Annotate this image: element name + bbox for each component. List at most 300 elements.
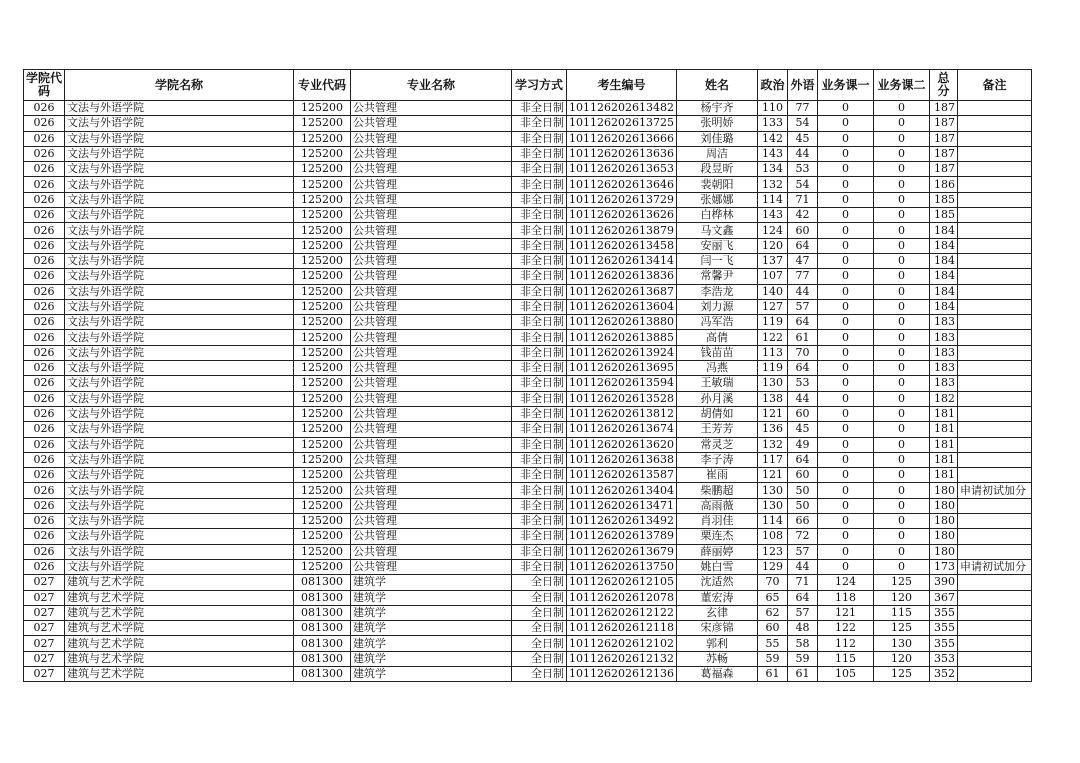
cell-subject-2: 0 xyxy=(873,315,929,330)
cell-politics: 108 xyxy=(757,529,787,544)
cell-major-code: 125200 xyxy=(294,223,351,238)
cell-foreign-language: 57 xyxy=(787,605,817,620)
cell-college-code: 026 xyxy=(24,253,65,268)
cell-major-code: 125200 xyxy=(294,162,351,177)
cell-subject-1: 0 xyxy=(817,330,873,345)
cell-foreign-language: 59 xyxy=(787,651,817,666)
cell-college-name: 文法与外语学院 xyxy=(65,406,294,421)
cell-subject-2: 0 xyxy=(873,101,929,116)
header-politics: 政治 xyxy=(757,70,787,101)
cell-subject-2: 0 xyxy=(873,162,929,177)
cell-subject-2: 0 xyxy=(873,559,929,574)
table-row xyxy=(24,116,1032,131)
cell-foreign-language: 53 xyxy=(787,162,817,177)
cell-college-code: 026 xyxy=(24,177,65,192)
cell-total: 355 xyxy=(929,605,957,620)
cell-subject-1: 0 xyxy=(817,223,873,238)
header-subject-1: 业务课一 xyxy=(817,70,873,101)
cell-college-name: 文法与外语学院 xyxy=(65,146,294,161)
table-row xyxy=(24,452,1032,467)
cell-major-name: 公共管理 xyxy=(351,162,512,177)
cell-college-name: 文法与外语学院 xyxy=(65,223,294,238)
cell-subject-1: 122 xyxy=(817,621,873,636)
cell-major-code: 125200 xyxy=(294,452,351,467)
cell-college-code: 026 xyxy=(24,315,65,330)
cell-major-code: 081300 xyxy=(294,651,351,666)
cell-remarks xyxy=(957,269,1031,284)
cell-politics: 137 xyxy=(757,253,787,268)
cell-subject-1: 0 xyxy=(817,452,873,467)
cell-total: 181 xyxy=(929,422,957,437)
cell-subject-2: 0 xyxy=(873,284,929,299)
cell-name: 苏畅 xyxy=(676,651,757,666)
cell-college-code: 026 xyxy=(24,269,65,284)
table-row xyxy=(24,468,1032,483)
cell-major-name: 公共管理 xyxy=(351,529,512,544)
cell-remarks xyxy=(957,529,1031,544)
cell-candidate-id: 101126202613812 xyxy=(567,406,677,421)
cell-candidate-id: 101126202613879 xyxy=(567,223,677,238)
cell-subject-2: 120 xyxy=(873,651,929,666)
cell-foreign-language: 54 xyxy=(787,177,817,192)
cell-name: 闫一飞 xyxy=(676,253,757,268)
cell-candidate-id: 101126202612118 xyxy=(567,621,677,636)
cell-foreign-language: 71 xyxy=(787,192,817,207)
cell-candidate-id: 101126202613653 xyxy=(567,162,677,177)
header-major-code: 专业代码 xyxy=(294,70,351,101)
cell-major-name: 公共管理 xyxy=(351,208,512,223)
cell-college-code: 027 xyxy=(24,651,65,666)
cell-total: 184 xyxy=(929,269,957,284)
cell-name: 张明娇 xyxy=(676,116,757,131)
cell-total: 187 xyxy=(929,131,957,146)
cell-name: 杨宇齐 xyxy=(676,101,757,116)
cell-subject-1: 0 xyxy=(817,238,873,253)
cell-remarks: 申请初试加分 xyxy=(957,483,1031,498)
cell-subject-1: 0 xyxy=(817,146,873,161)
cell-college-code: 026 xyxy=(24,422,65,437)
cell-college-name: 建筑与艺术学院 xyxy=(65,666,294,681)
cell-study-mode: 全日制 xyxy=(512,651,567,666)
table-body xyxy=(24,101,1032,682)
cell-major-name: 建筑学 xyxy=(351,621,512,636)
cell-subject-1: 0 xyxy=(817,284,873,299)
cell-politics: 127 xyxy=(757,299,787,314)
cell-subject-2: 0 xyxy=(873,116,929,131)
cell-politics: 70 xyxy=(757,575,787,590)
cell-candidate-id: 101126202613482 xyxy=(567,101,677,116)
cell-college-code: 026 xyxy=(24,452,65,467)
cell-major-name: 公共管理 xyxy=(351,361,512,376)
cell-study-mode: 非全日制 xyxy=(512,406,567,421)
cell-remarks: 申请初试加分 xyxy=(957,559,1031,574)
cell-subject-2: 0 xyxy=(873,345,929,360)
cell-name: 裴朝阳 xyxy=(676,177,757,192)
table-row xyxy=(24,146,1032,161)
cell-subject-2: 0 xyxy=(873,361,929,376)
cell-foreign-language: 48 xyxy=(787,621,817,636)
cell-subject-2: 130 xyxy=(873,636,929,651)
table-row xyxy=(24,391,1032,406)
cell-major-name: 公共管理 xyxy=(351,483,512,498)
cell-major-code: 125200 xyxy=(294,269,351,284)
cell-name: 冯燕 xyxy=(676,361,757,376)
cell-subject-2: 120 xyxy=(873,590,929,605)
cell-subject-2: 0 xyxy=(873,422,929,437)
table-row xyxy=(24,315,1032,330)
cell-subject-1: 0 xyxy=(817,483,873,498)
cell-subject-1: 0 xyxy=(817,101,873,116)
cell-foreign-language: 70 xyxy=(787,345,817,360)
cell-major-name: 公共管理 xyxy=(351,101,512,116)
cell-total: 355 xyxy=(929,621,957,636)
cell-remarks xyxy=(957,468,1031,483)
cell-college-code: 026 xyxy=(24,345,65,360)
cell-total: 353 xyxy=(929,651,957,666)
cell-college-code: 026 xyxy=(24,208,65,223)
cell-major-name: 建筑学 xyxy=(351,666,512,681)
cell-foreign-language: 44 xyxy=(787,146,817,161)
cell-college-code: 026 xyxy=(24,223,65,238)
cell-subject-1: 0 xyxy=(817,208,873,223)
cell-foreign-language: 57 xyxy=(787,544,817,559)
cell-total: 180 xyxy=(929,544,957,559)
cell-study-mode: 非全日制 xyxy=(512,529,567,544)
cell-foreign-language: 77 xyxy=(787,101,817,116)
cell-total: 181 xyxy=(929,468,957,483)
cell-candidate-id: 101126202612105 xyxy=(567,575,677,590)
cell-remarks xyxy=(957,162,1031,177)
table-row xyxy=(24,529,1032,544)
cell-remarks xyxy=(957,116,1031,131)
cell-remarks xyxy=(957,208,1031,223)
cell-major-code: 125200 xyxy=(294,468,351,483)
cell-major-name: 公共管理 xyxy=(351,345,512,360)
table-row xyxy=(24,376,1032,391)
cell-major-code: 125200 xyxy=(294,116,351,131)
cell-major-code: 125200 xyxy=(294,299,351,314)
cell-candidate-id: 101126202613626 xyxy=(567,208,677,223)
cell-major-code: 125200 xyxy=(294,131,351,146)
cell-subject-1: 121 xyxy=(817,605,873,620)
cell-major-code: 125200 xyxy=(294,284,351,299)
table-row xyxy=(24,269,1032,284)
cell-college-name: 文法与外语学院 xyxy=(65,208,294,223)
cell-college-name: 建筑与艺术学院 xyxy=(65,590,294,605)
cell-candidate-id: 101126202613636 xyxy=(567,146,677,161)
cell-college-code: 026 xyxy=(24,468,65,483)
cell-name: 冯军浩 xyxy=(676,315,757,330)
cell-politics: 134 xyxy=(757,162,787,177)
cell-candidate-id: 101126202613638 xyxy=(567,452,677,467)
cell-candidate-id: 101126202612136 xyxy=(567,666,677,681)
header-foreign-language: 外语 xyxy=(787,70,817,101)
cell-remarks xyxy=(957,223,1031,238)
cell-candidate-id: 101126202613924 xyxy=(567,345,677,360)
cell-major-name: 公共管理 xyxy=(351,192,512,207)
cell-foreign-language: 64 xyxy=(787,315,817,330)
cell-study-mode: 非全日制 xyxy=(512,422,567,437)
cell-candidate-id: 101126202612102 xyxy=(567,636,677,651)
cell-study-mode: 非全日制 xyxy=(512,269,567,284)
cell-major-code: 125200 xyxy=(294,192,351,207)
cell-college-name: 文法与外语学院 xyxy=(65,253,294,268)
cell-study-mode: 非全日制 xyxy=(512,146,567,161)
cell-politics: 59 xyxy=(757,651,787,666)
cell-major-name: 建筑学 xyxy=(351,605,512,620)
cell-major-name: 建筑学 xyxy=(351,590,512,605)
cell-remarks xyxy=(957,406,1031,421)
cell-college-code: 026 xyxy=(24,284,65,299)
cell-politics: 143 xyxy=(757,208,787,223)
cell-study-mode: 非全日制 xyxy=(512,498,567,513)
header-major-name: 专业名称 xyxy=(351,70,512,101)
header-study-mode: 学习方式 xyxy=(512,70,567,101)
cell-name: 孙月溪 xyxy=(676,391,757,406)
cell-politics: 65 xyxy=(757,590,787,605)
cell-subject-2: 0 xyxy=(873,452,929,467)
cell-subject-1: 0 xyxy=(817,361,873,376)
cell-politics: 55 xyxy=(757,636,787,651)
cell-study-mode: 全日制 xyxy=(512,575,567,590)
cell-remarks xyxy=(957,238,1031,253)
cell-college-code: 026 xyxy=(24,101,65,116)
cell-subject-2: 0 xyxy=(873,299,929,314)
cell-candidate-id: 101126202613646 xyxy=(567,177,677,192)
cell-major-code: 081300 xyxy=(294,575,351,590)
cell-subject-2: 115 xyxy=(873,605,929,620)
cell-politics: 130 xyxy=(757,376,787,391)
cell-subject-2: 0 xyxy=(873,437,929,452)
cell-total: 181 xyxy=(929,406,957,421)
cell-major-name: 公共管理 xyxy=(351,223,512,238)
cell-politics: 119 xyxy=(757,361,787,376)
cell-candidate-id: 101126202613725 xyxy=(567,116,677,131)
cell-subject-2: 0 xyxy=(873,269,929,284)
cell-subject-1: 0 xyxy=(817,253,873,268)
cell-name: 郭利 xyxy=(676,636,757,651)
cell-foreign-language: 57 xyxy=(787,299,817,314)
cell-total: 390 xyxy=(929,575,957,590)
cell-candidate-id: 101126202613404 xyxy=(567,483,677,498)
cell-study-mode: 非全日制 xyxy=(512,208,567,223)
table-row xyxy=(24,605,1032,620)
cell-foreign-language: 64 xyxy=(787,361,817,376)
cell-total: 183 xyxy=(929,330,957,345)
cell-candidate-id: 101126202613458 xyxy=(567,238,677,253)
cell-candidate-id: 101126202613594 xyxy=(567,376,677,391)
cell-subject-1: 0 xyxy=(817,131,873,146)
cell-remarks xyxy=(957,146,1031,161)
cell-major-code: 125200 xyxy=(294,422,351,437)
cell-foreign-language: 64 xyxy=(787,452,817,467)
cell-politics: 133 xyxy=(757,116,787,131)
cell-candidate-id: 101126202613620 xyxy=(567,437,677,452)
cell-name: 柴鹏超 xyxy=(676,483,757,498)
table-row xyxy=(24,544,1032,559)
cell-total: 173 xyxy=(929,559,957,574)
cell-study-mode: 非全日制 xyxy=(512,483,567,498)
cell-major-code: 081300 xyxy=(294,605,351,620)
cell-subject-1: 124 xyxy=(817,575,873,590)
cell-politics: 143 xyxy=(757,146,787,161)
cell-major-code: 125200 xyxy=(294,101,351,116)
cell-subject-2: 0 xyxy=(873,238,929,253)
cell-foreign-language: 50 xyxy=(787,498,817,513)
cell-name: 白桦林 xyxy=(676,208,757,223)
cell-subject-1: 118 xyxy=(817,590,873,605)
cell-college-code: 026 xyxy=(24,483,65,498)
table-row xyxy=(24,299,1032,314)
cell-college-name: 文法与外语学院 xyxy=(65,116,294,131)
header-candidate-id: 考生编号 xyxy=(567,70,677,101)
cell-foreign-language: 49 xyxy=(787,437,817,452)
cell-subject-2: 0 xyxy=(873,131,929,146)
cell-college-code: 026 xyxy=(24,131,65,146)
cell-major-name: 公共管理 xyxy=(351,406,512,421)
score-table xyxy=(23,69,1032,682)
cell-major-name: 公共管理 xyxy=(351,544,512,559)
cell-remarks xyxy=(957,651,1031,666)
cell-subject-1: 0 xyxy=(817,177,873,192)
cell-remarks xyxy=(957,452,1031,467)
cell-total: 187 xyxy=(929,162,957,177)
cell-subject-2: 0 xyxy=(873,177,929,192)
cell-foreign-language: 71 xyxy=(787,575,817,590)
header-college-code: 学院代码 xyxy=(24,70,65,101)
cell-name: 常馨尹 xyxy=(676,269,757,284)
cell-study-mode: 非全日制 xyxy=(512,131,567,146)
cell-name: 刘佳璐 xyxy=(676,131,757,146)
cell-major-code: 125200 xyxy=(294,514,351,529)
cell-foreign-language: 47 xyxy=(787,253,817,268)
cell-college-name: 文法与外语学院 xyxy=(65,330,294,345)
cell-major-name: 建筑学 xyxy=(351,575,512,590)
cell-college-code: 026 xyxy=(24,162,65,177)
cell-name: 董宏涛 xyxy=(676,590,757,605)
cell-college-code: 026 xyxy=(24,514,65,529)
cell-college-name: 文法与外语学院 xyxy=(65,177,294,192)
cell-college-code: 027 xyxy=(24,575,65,590)
cell-name: 刘力源 xyxy=(676,299,757,314)
cell-study-mode: 非全日制 xyxy=(512,544,567,559)
cell-subject-1: 0 xyxy=(817,299,873,314)
cell-foreign-language: 64 xyxy=(787,590,817,605)
cell-name: 姚白雪 xyxy=(676,559,757,574)
cell-candidate-id: 101126202613471 xyxy=(567,498,677,513)
cell-college-name: 建筑与艺术学院 xyxy=(65,605,294,620)
cell-total: 183 xyxy=(929,345,957,360)
cell-major-name: 公共管理 xyxy=(351,376,512,391)
cell-candidate-id: 101126202613880 xyxy=(567,315,677,330)
table-row xyxy=(24,284,1032,299)
table-row xyxy=(24,636,1032,651)
table-row xyxy=(24,514,1032,529)
cell-subject-1: 0 xyxy=(817,529,873,544)
table-row xyxy=(24,253,1032,268)
cell-foreign-language: 66 xyxy=(787,514,817,529)
cell-politics: 123 xyxy=(757,544,787,559)
cell-college-name: 文法与外语学院 xyxy=(65,299,294,314)
table-row xyxy=(24,177,1032,192)
cell-college-code: 026 xyxy=(24,238,65,253)
cell-remarks xyxy=(957,590,1031,605)
table-row xyxy=(24,483,1032,498)
cell-subject-2: 0 xyxy=(873,468,929,483)
cell-major-code: 125200 xyxy=(294,529,351,544)
cell-name: 马文鑫 xyxy=(676,223,757,238)
cell-subject-2: 0 xyxy=(873,544,929,559)
cell-major-code: 081300 xyxy=(294,666,351,681)
cell-candidate-id: 101126202613604 xyxy=(567,299,677,314)
cell-study-mode: 全日制 xyxy=(512,666,567,681)
cell-politics: 122 xyxy=(757,330,787,345)
table-row xyxy=(24,559,1032,574)
cell-total: 184 xyxy=(929,284,957,299)
cell-subject-1: 0 xyxy=(817,468,873,483)
cell-remarks xyxy=(957,514,1031,529)
cell-major-code: 081300 xyxy=(294,636,351,651)
cell-total: 180 xyxy=(929,498,957,513)
cell-candidate-id: 101126202613492 xyxy=(567,514,677,529)
cell-college-name: 文法与外语学院 xyxy=(65,131,294,146)
cell-foreign-language: 60 xyxy=(787,406,817,421)
cell-major-code: 125200 xyxy=(294,177,351,192)
cell-major-name: 公共管理 xyxy=(351,391,512,406)
cell-college-code: 026 xyxy=(24,406,65,421)
cell-study-mode: 非全日制 xyxy=(512,452,567,467)
table-row xyxy=(24,162,1032,177)
cell-study-mode: 非全日制 xyxy=(512,315,567,330)
cell-major-code: 125200 xyxy=(294,253,351,268)
cell-college-code: 026 xyxy=(24,376,65,391)
header-college-name: 学院名称 xyxy=(65,70,294,101)
cell-name: 王敏瑞 xyxy=(676,376,757,391)
cell-foreign-language: 44 xyxy=(787,284,817,299)
cell-candidate-id: 101126202613729 xyxy=(567,192,677,207)
cell-name: 高倩 xyxy=(676,330,757,345)
cell-subject-1: 112 xyxy=(817,636,873,651)
table-row xyxy=(24,651,1032,666)
table-row xyxy=(24,422,1032,437)
cell-study-mode: 非全日制 xyxy=(512,101,567,116)
cell-major-name: 公共管理 xyxy=(351,269,512,284)
cell-college-name: 建筑与艺术学院 xyxy=(65,651,294,666)
table-row xyxy=(24,621,1032,636)
cell-subject-1: 0 xyxy=(817,269,873,284)
cell-candidate-id: 101126202613836 xyxy=(567,269,677,284)
cell-major-name: 公共管理 xyxy=(351,238,512,253)
table-row xyxy=(24,330,1032,345)
cell-subject-2: 0 xyxy=(873,192,929,207)
cell-subject-1: 115 xyxy=(817,651,873,666)
cell-total: 184 xyxy=(929,299,957,314)
cell-remarks xyxy=(957,192,1031,207)
table-row xyxy=(24,223,1032,238)
cell-remarks xyxy=(957,131,1031,146)
cell-total: 187 xyxy=(929,146,957,161)
cell-name: 李浩龙 xyxy=(676,284,757,299)
cell-foreign-language: 53 xyxy=(787,376,817,391)
cell-major-name: 公共管理 xyxy=(351,437,512,452)
cell-college-name: 文法与外语学院 xyxy=(65,514,294,529)
cell-remarks xyxy=(957,544,1031,559)
cell-college-code: 027 xyxy=(24,590,65,605)
cell-college-name: 文法与外语学院 xyxy=(65,101,294,116)
cell-foreign-language: 45 xyxy=(787,131,817,146)
cell-college-name: 文法与外语学院 xyxy=(65,559,294,574)
cell-foreign-language: 44 xyxy=(787,559,817,574)
